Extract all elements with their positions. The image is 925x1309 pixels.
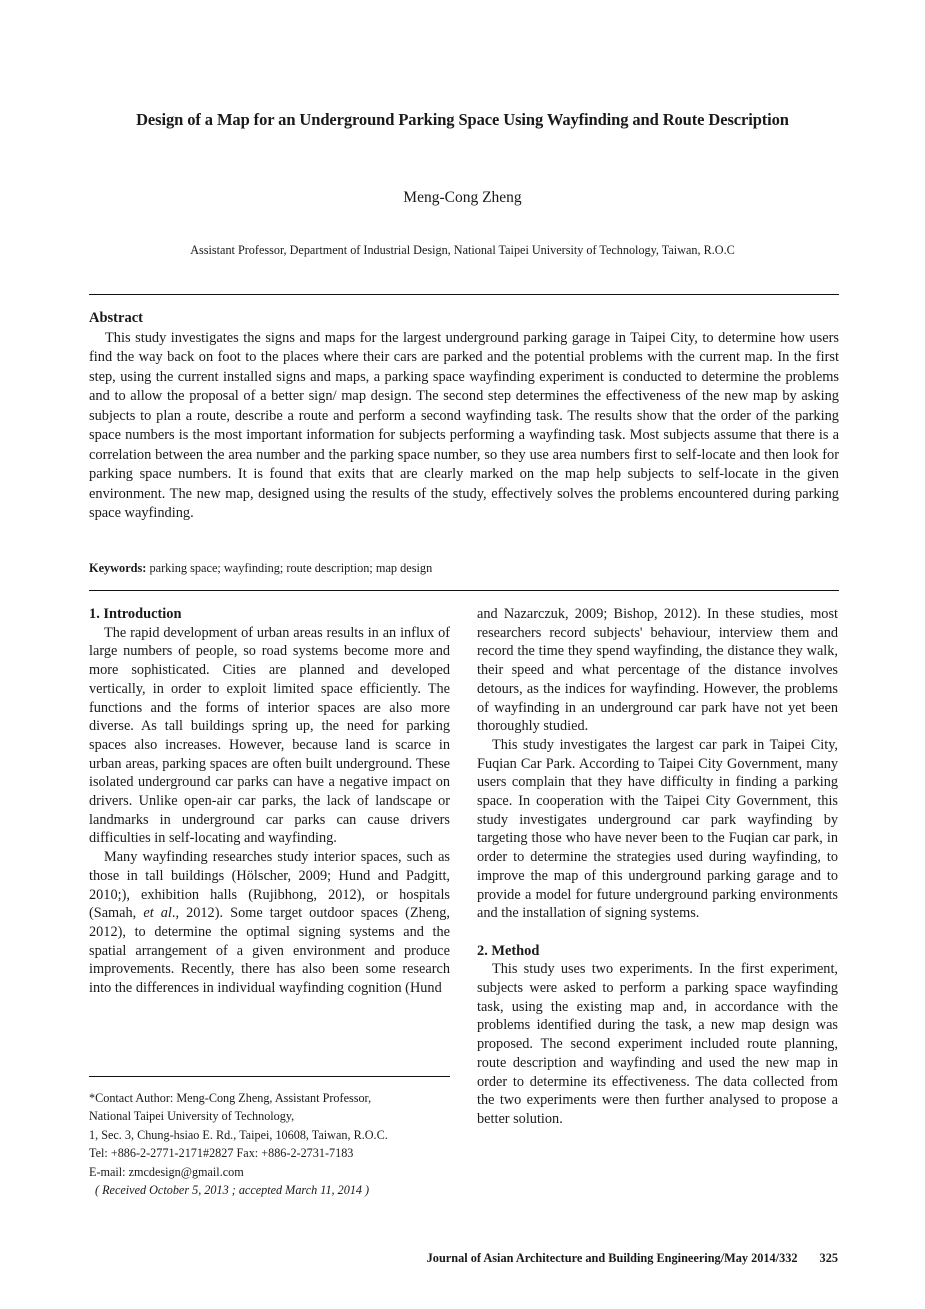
abstract-heading: Abstract [89,310,143,326]
paper-title: Design of a Map for an Underground Parking Space Using Wayfinding and Route Description [136,110,789,129]
keywords-text: parking space; wayfinding; route description; map design [149,561,433,575]
footnote-phone: Tel: +886-2-2771-2171#2827 Fax: +886-2-2731-7183 [89,1146,354,1161]
footnote-address: 1, Sec. 3, Chung-hsiao E. Rd., Taipei, 10608, Taiwan, R.O.C. [89,1127,388,1142]
keywords [89,561,432,576]
footnote-received: ( Received October 5, 2013 ; accepted March 11, 2014 ) [95,1183,370,1198]
intro-paragraph-2: Many wayfinding researches study interior spaces, such as those in tall buildings (Hölscher, 2009; Hund and Padgitt, 2010;), exhibition halls (Rujibhong, 2012), or hospitals (Samah, et al., 2012). Some target outdoor spaces (Zheng, 2012), to determine the optimal signing systems and the spatial arrangement of a given environment and produce improvements. Recently, there has also been some research into the differences in individual wayfinding cognition (Hund [89,849,450,997]
page-number: 325 [819,1251,838,1265]
abstract-bottom-rule [89,590,839,591]
method-paragraph-1: This study uses two experiments. In the first experiment, subjects were asked to perform a parking space wayfinding task, using the existing map and, in accordance with the problems identified during the task, a new map design was proposed. The second experiment included route planning, route description and wayfinding and used the new map in order to determine its effectiveness. The data collected from the two experiments were then further analysed to propose a better solution. [477,961,838,1127]
left-column [89,605,450,998]
intro-paragraph-2-continued: and Nazarczuk, 2009; Bishop, 2012). In these studies, most researchers record subjects' behaviour, interview them and record the time they spend wayfinding, the distance they walk, their speed and what percentage of the distance involves detours, as the indices for wayfinding. However, the problems of wayfinding in an underground car park have not yet been thoroughly studied. [477,606,838,735]
et-al: et al [143,905,172,922]
footnote [89,1089,450,1199]
author-affiliation: Assistant Professor, Department of Industrial Design, National Taipei University of Technology, Taiwan, R.O.C [190,243,735,257]
footnote-contact: *Contact Author: Meng-Cong Zheng, Assistant Professor, [89,1091,372,1105]
page-footer [427,1251,838,1266]
right-column [477,605,838,1129]
abstract-text: This study investigates the signs and maps for the largest underground parking garage in Taipei City, to determine how users find the way back on foot to the places where their cars are parked and the potential problems with the current map. In the first step, using the current installed signs and maps, a parking space wayfinding experiment is conducted to determine the problems and to allow the proposal of a better sign/ map design. The second step determines the effectiveness of the new map by asking subjects to plan a route, describe a route and perform a second wayfinding task. The results show that the order of the parking space numbers is the most important information for subjects performing a wayfinding task. Most subjects assume that there is a correlation between the area number and the parking space number, so they use area numbers first to self-locate and then look for parking space numbers. It is found that exits that are clearly marked on the map help subjects to self-locate in the given environment. The new map, designed using the results of the study, effectively solves the problems encountered during parking space wayfinding. [89,329,839,521]
method-heading: 2. Method [477,942,540,959]
intro-heading: 1. Introduction [89,606,182,622]
abstract-top-rule [89,294,839,295]
intro-paragraph-1: The rapid development of urban areas results in an influx of large numbers of people, so road systems become more and more sophisticated. Cities are planned and developed vertically, in order to exploit limited space efficiently. The functions and the forms of interior spaces are also more diverse. As tall buildings spring up, the need for parking spaces also increases. However, because land is scarce in urban areas, parking spaces are often built underground. These isolated underground car parks can have a negative impact on drivers. Unlike open-air car parks, the lack of landscape or landmarks in underground car parks can cause drivers difficulties in self-locating and wayfinding. [89,624,450,847]
footnote-email: E-mail: zmcdesign@gmail.com [89,1164,244,1179]
keywords-label: Keywords: [89,561,147,575]
author-name: Meng-Cong Zheng [403,189,522,206]
footnote-institution: National Taipei University of Technology, [89,1109,295,1124]
abstract-section [89,309,839,524]
footnote-rule [89,1076,450,1077]
intro-paragraph-3: This study investigates the largest car park in Taipei City, Fuqian Car Park. According to Taipei City Government, many users complain that they have difficulty in finding a parking space. In cooperation with the Taipei City Government, this study investigates underground car park wayfinding by targeting those who have never been to the Fuqian car park, in order to determine the strategies used during wayfinding, to improve the map of this underground parking garage and to provide a model for future underground parking environments and the installation of signing systems. [477,736,838,922]
journal-citation: Journal of Asian Architecture and Building Engineering/May 2014/332 [426,1251,798,1265]
